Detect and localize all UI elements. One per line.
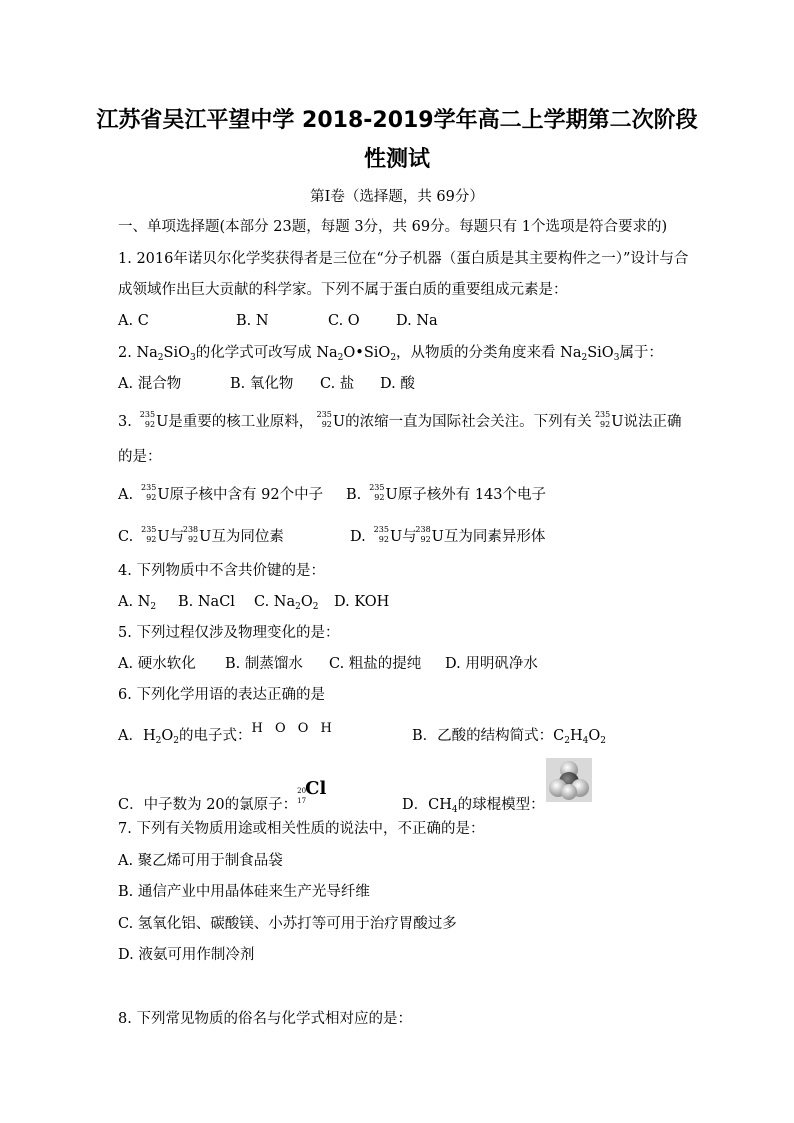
q6-option-d: D．$CH_4$的球棍模型：	[402, 797, 545, 815]
q5-option-b: B. 制蒸馏水	[225, 656, 303, 672]
q4-options	[118, 592, 389, 612]
chlorine-nuclide: 20 17 Cl	[297, 778, 327, 805]
q1-option-d: D. Na	[396, 313, 438, 329]
q3-stem-line2: 的是：	[118, 449, 162, 465]
q1-option-a: A. C	[118, 313, 149, 329]
q6-options-ab	[118, 721, 606, 747]
q1-options	[118, 311, 438, 331]
q1-stem-line2: 成领域作出巨大贡献的科学家。下列不属于蛋白质的重要组成元素是：	[118, 282, 568, 298]
q3-stem-line1: 3. 235 92 U是重要的核工业原料， 235 92 U的浓缩一直为国际社会关注。下列有关 235 92 U说法正确	[118, 410, 682, 430]
q4-option-d: D. KOH	[334, 594, 390, 610]
ch4-ball-stick-model-icon	[546, 758, 592, 802]
q7-option-b: B. 通信产业中用晶体硅来生产光导纤维	[118, 884, 370, 900]
q4-stem: 4. 下列物质中不含共价键的是：	[118, 563, 325, 579]
q2-options	[118, 374, 415, 394]
q1-stem-line1: 1. 2016年诺贝尔化学奖获得者是三位在“分子机器（蛋白质是其主要构件之一）”设计与合	[118, 251, 689, 267]
q1-option-b: B. N	[236, 313, 269, 329]
nuclide-u235: 235 92	[316, 410, 332, 429]
q2-option-a: A. 混合物	[118, 376, 182, 392]
q5-options	[118, 654, 538, 674]
q3-option-b: B. 235 92 U原子核外有 143个电子	[346, 483, 546, 503]
q4-option-a: A. $N_2$	[118, 594, 157, 612]
q2-option-d: D. 酸	[380, 376, 415, 392]
nuclide-u235: 235 92	[594, 410, 611, 429]
instructions: 一、单项选择题(本部分 23题，每题 3分，共 69分。每题只有 1个选项是符合要求的)	[118, 219, 668, 235]
nuclide-u235: 235 92	[139, 410, 156, 429]
q3-option-c: C. 235 92 U与 238 92 U互为同位素	[118, 525, 284, 545]
title-line-1: 江苏省吴江平望中学 2018-2019学年高二上学期第二次阶段	[96, 108, 698, 133]
q2-option-c: C. 盐	[320, 376, 355, 392]
q6-options-cd	[118, 778, 545, 815]
q3-option-d: D. 235 92 U与 238 92 U互为同素异形体	[350, 525, 546, 545]
q5-option-a: A. 硬水软化	[118, 656, 196, 672]
electron-formula: H O O H	[251, 721, 336, 736]
q4-option-b: B. NaCl	[178, 594, 235, 610]
section-heading: 第I卷（选择题，共 69分）	[310, 189, 484, 205]
q3-option-a: A. 235 92 U原子核中含有 92个中子	[118, 483, 324, 503]
q6-stem: 6. 下列化学用语的表达正确的是	[118, 687, 325, 703]
q1-option-c: C. O	[328, 313, 360, 329]
q7-option-c: C. 氢氧化铝、碳酸镁、小苏打等可用于治疗胃酸过多	[118, 916, 457, 932]
q4-option-c: C. $Na_2O_2$	[254, 594, 319, 612]
q2-option-b: B. 氧化物	[230, 376, 294, 392]
q3-options-cd	[118, 525, 545, 547]
q5-stem: 5. 下列过程仅涉及物理变化的是：	[118, 625, 340, 641]
q8-stem: 8. 下列常见物质的俗名与化学式相对应的是：	[118, 1011, 412, 1027]
q6-option-c: C．中子数为 20的氯原子： 20 17 Cl	[118, 778, 327, 813]
q6-option-b: B．乙酸的结构简式：$C_2H_4O_2$	[412, 728, 606, 746]
q5-option-c: C. 粗盐的提纯	[329, 656, 422, 672]
q7-option-a: A. 聚乙烯可用于制食品袋	[118, 853, 283, 869]
q6-option-a: A．$H_2O_2$的电子式：H O O H	[118, 721, 336, 746]
q7-stem: 7. 下列有关物质用途或相关性质的说法中，不正确的是：	[118, 821, 485, 837]
q2-stem: 2. $Na_2SiO_3$的化学式可改写成 $Na_2O•SiO_2$，从物质的分类角度来看 $Na_2SiO_3$属于：	[118, 345, 663, 363]
q7-option-d: D. 液氨可用作制冷剂	[118, 947, 255, 963]
title-line-2: 性测试	[363, 147, 430, 172]
q3-options-ab	[118, 483, 546, 505]
q5-option-d: D. 用明矾净水	[445, 656, 538, 672]
